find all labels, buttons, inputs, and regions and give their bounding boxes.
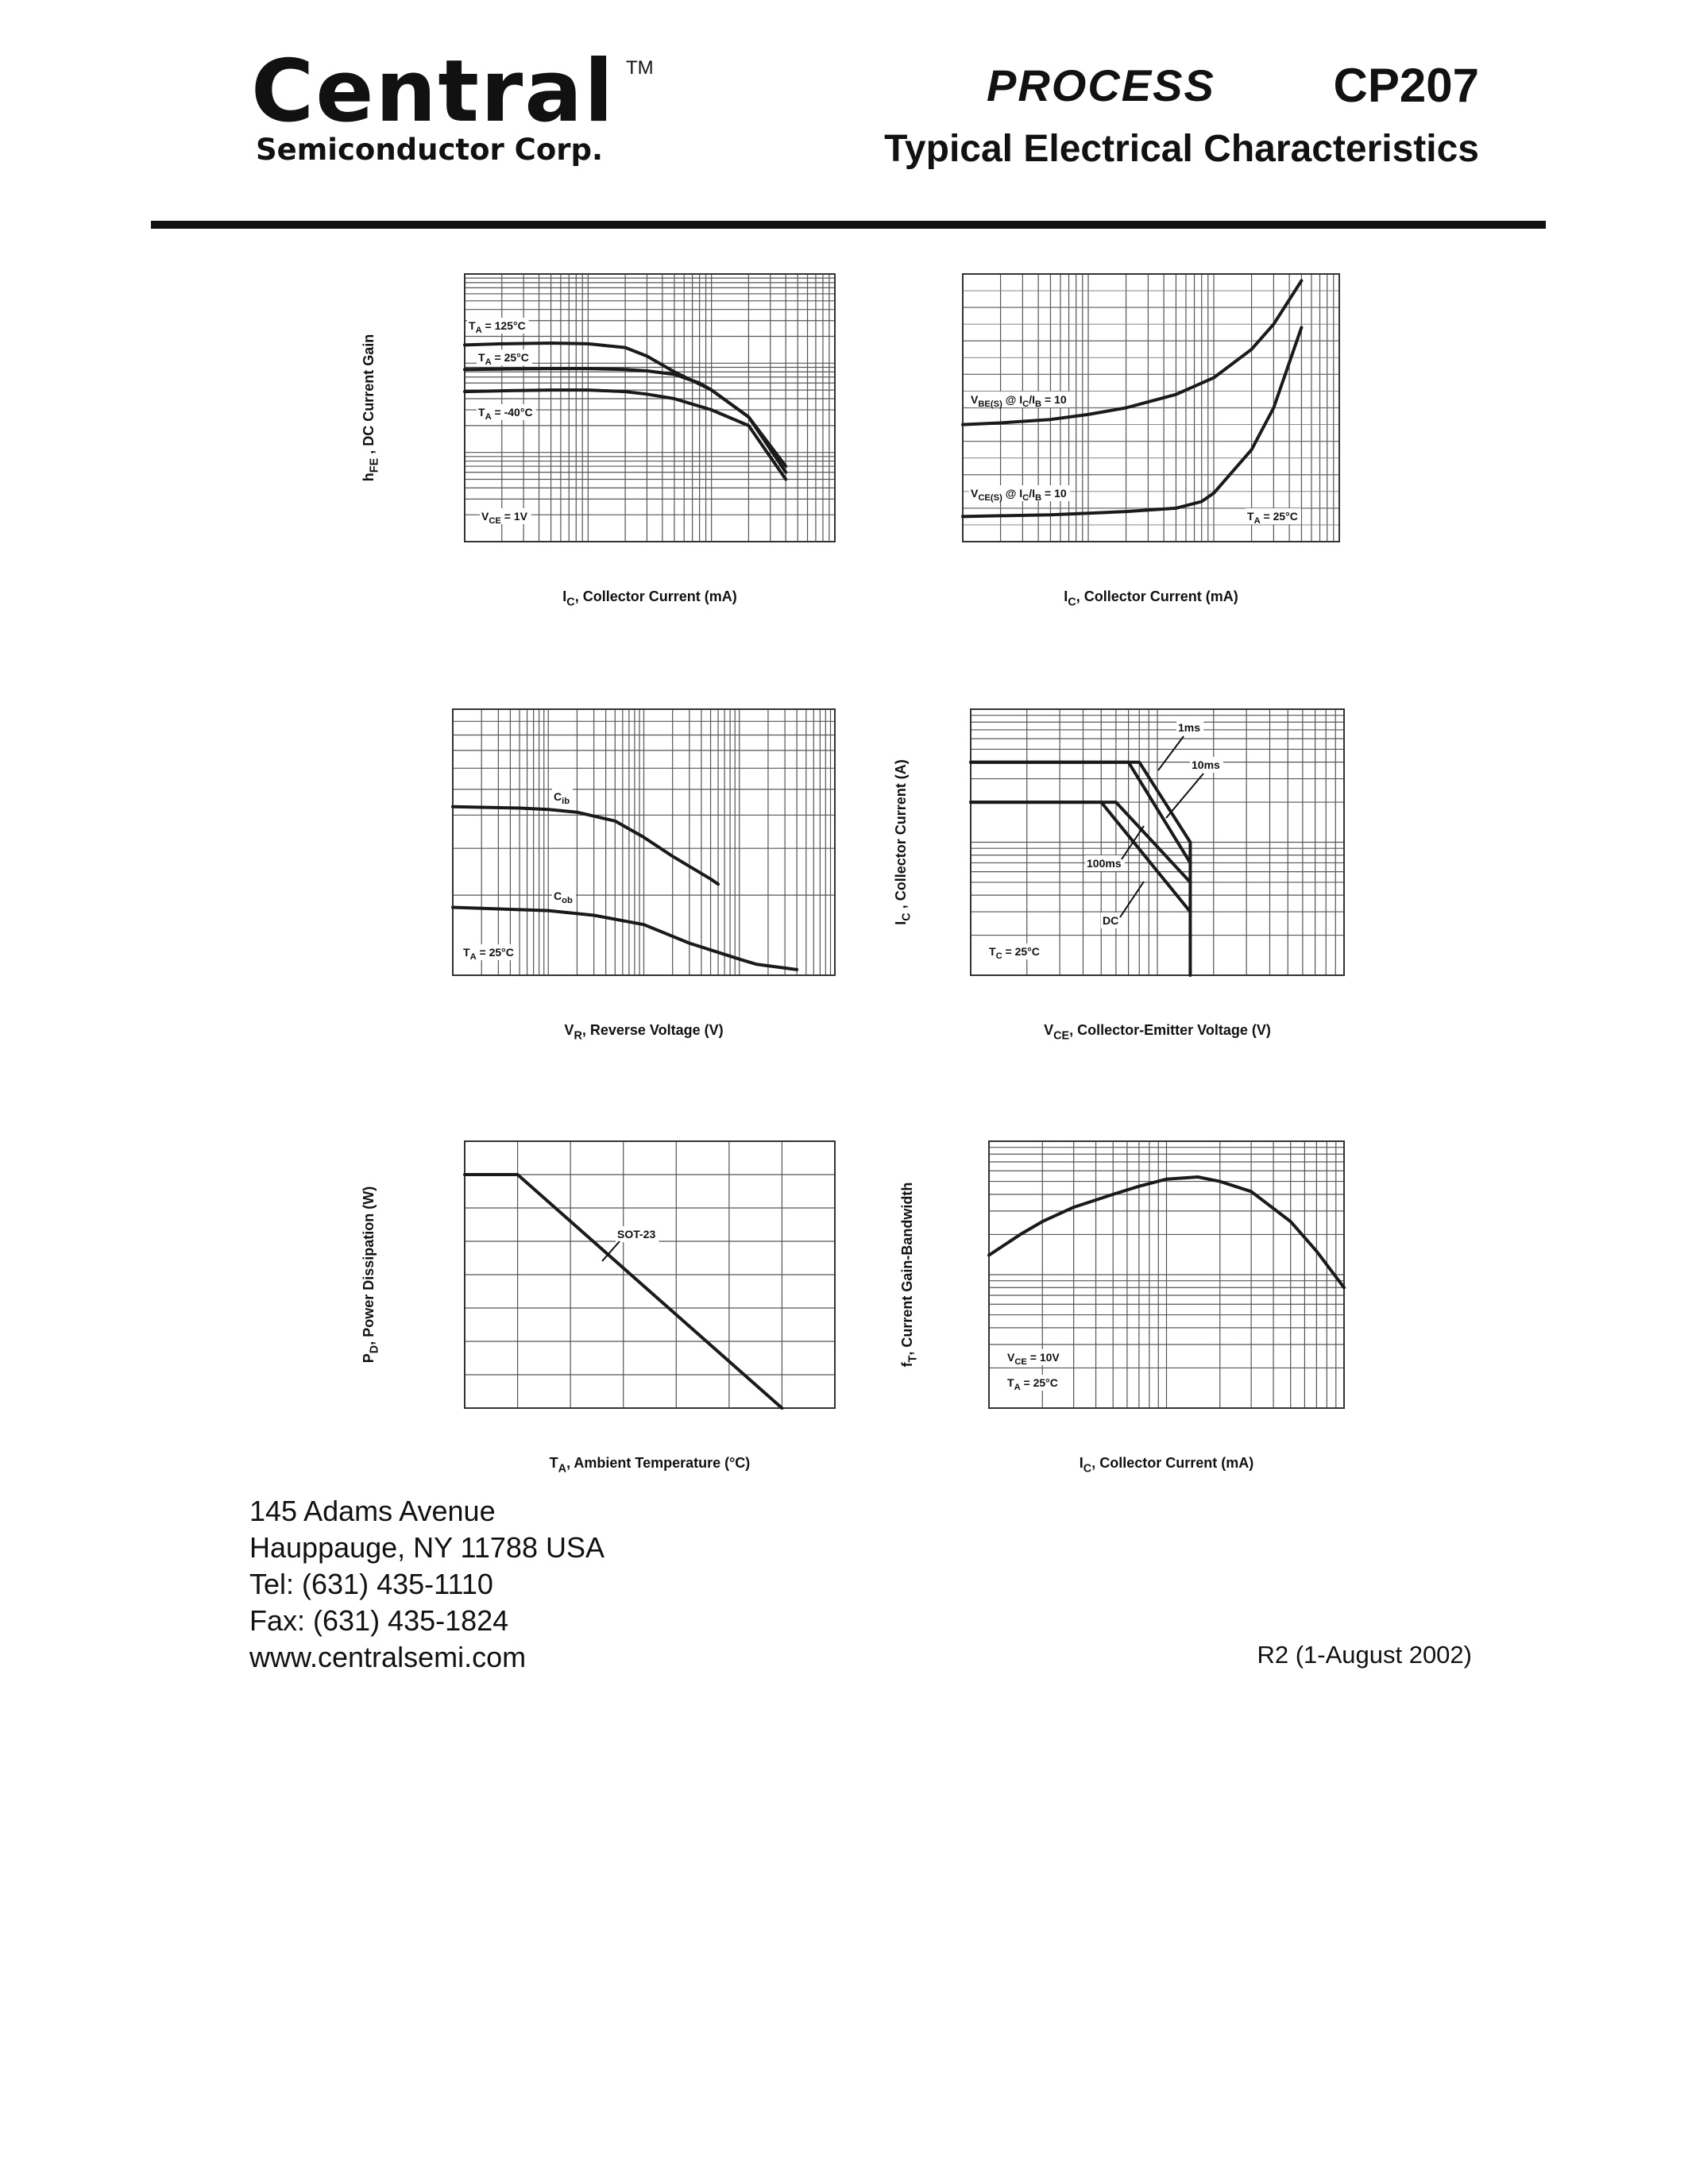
series-annotation: $T_C = 25^\circ C$ <box>989 945 1040 962</box>
y-axis-label: $h_{FE}$ , DC Current Gain <box>361 334 381 482</box>
series-annotation: 1ms <box>1178 721 1201 734</box>
series-annotation: SOT-23 <box>617 1228 656 1241</box>
series-annotation: $T_A = 25^\circ C$ <box>463 946 514 963</box>
revision-label: R2 (1-August 2002) <box>1257 1641 1472 1669</box>
phone-line: Tel: (631) 435-1110 <box>249 1568 493 1600</box>
chart-1 <box>361 274 835 608</box>
logo-subtitle: Semiconductor Corp. <box>256 133 604 167</box>
series-annotation: $C_{ob}$ <box>554 889 573 906</box>
series-annotation: $T_A = 125^\circ C$ <box>469 319 526 336</box>
y-axis-label: $f_T$, Current Gain-Bandwidth <box>899 1182 920 1368</box>
x-axis-label: $I_C$, Collector Current (mA) <box>1064 588 1238 609</box>
series-line <box>453 908 797 970</box>
chart-5 <box>361 1141 835 1475</box>
x-axis-label: $T_A$, Ambient Temperature (°C) <box>549 1455 751 1476</box>
website-link[interactable]: www.centralsemi.com <box>249 1641 527 1673</box>
y-axis-label: $I_C$ , Collector Current (A) <box>893 759 914 925</box>
x-axis-label: $I_C$, Collector Current (mA) <box>1079 1455 1254 1476</box>
series-annotation: $T_A = 25^\circ C$ <box>1007 1376 1058 1393</box>
series-annotation: DC <box>1103 914 1119 927</box>
leader-line <box>1158 736 1184 770</box>
chart-2 <box>963 274 1339 608</box>
x-axis-label: $V_{CE}$, Collector-Emitter Voltage (V) <box>1044 1022 1271 1043</box>
series-annotation: $V_{BE(S)}$ @ $I_C/I_B = 10$ <box>971 393 1067 410</box>
series-annotation: $T_A = -40^\circ C$ <box>478 406 533 423</box>
logo-trademark: TM <box>626 57 654 79</box>
y-axis-label: $P_D$, Power Dissipation (W) <box>361 1186 381 1364</box>
part-number: CP207 <box>1333 59 1479 112</box>
chart-4 <box>893 709 1344 1042</box>
series-annotation: $C_{ib}$ <box>554 790 570 807</box>
process-label: PROCESS <box>987 60 1215 110</box>
series-annotation: $V_{CE(S)}$ @ $I_C/I_B = 10$ <box>971 487 1067 504</box>
page-title: Typical Electrical Characteristics <box>884 128 1479 170</box>
series-annotation: 10ms <box>1192 758 1220 771</box>
chart-6 <box>899 1141 1344 1475</box>
series-annotation: $T_A = 25^\circ C$ <box>478 351 529 368</box>
fax-line: Fax: (631) 435-1824 <box>249 1604 509 1637</box>
logo-name: Central <box>251 42 616 141</box>
address-line: Hauppauge, NY 11788 USA <box>249 1531 605 1564</box>
x-axis-label: $V_R$, Reverse Voltage (V) <box>564 1022 724 1043</box>
series-annotation: $T_A = 25^\circ C$ <box>1247 510 1298 527</box>
leader-line <box>1166 774 1203 818</box>
series-line <box>453 807 718 885</box>
address-block <box>249 1493 605 1676</box>
x-axis-label: $I_C$, Collector Current (mA) <box>562 588 737 609</box>
address-line: 145 Adams Avenue <box>249 1495 496 1527</box>
series-annotation: $V_{CE} = 1V$ <box>481 510 527 527</box>
chart-3 <box>453 709 835 1042</box>
series-annotation: $V_{CE} = 10V$ <box>1007 1351 1060 1368</box>
series-annotation: 100ms <box>1087 857 1122 870</box>
